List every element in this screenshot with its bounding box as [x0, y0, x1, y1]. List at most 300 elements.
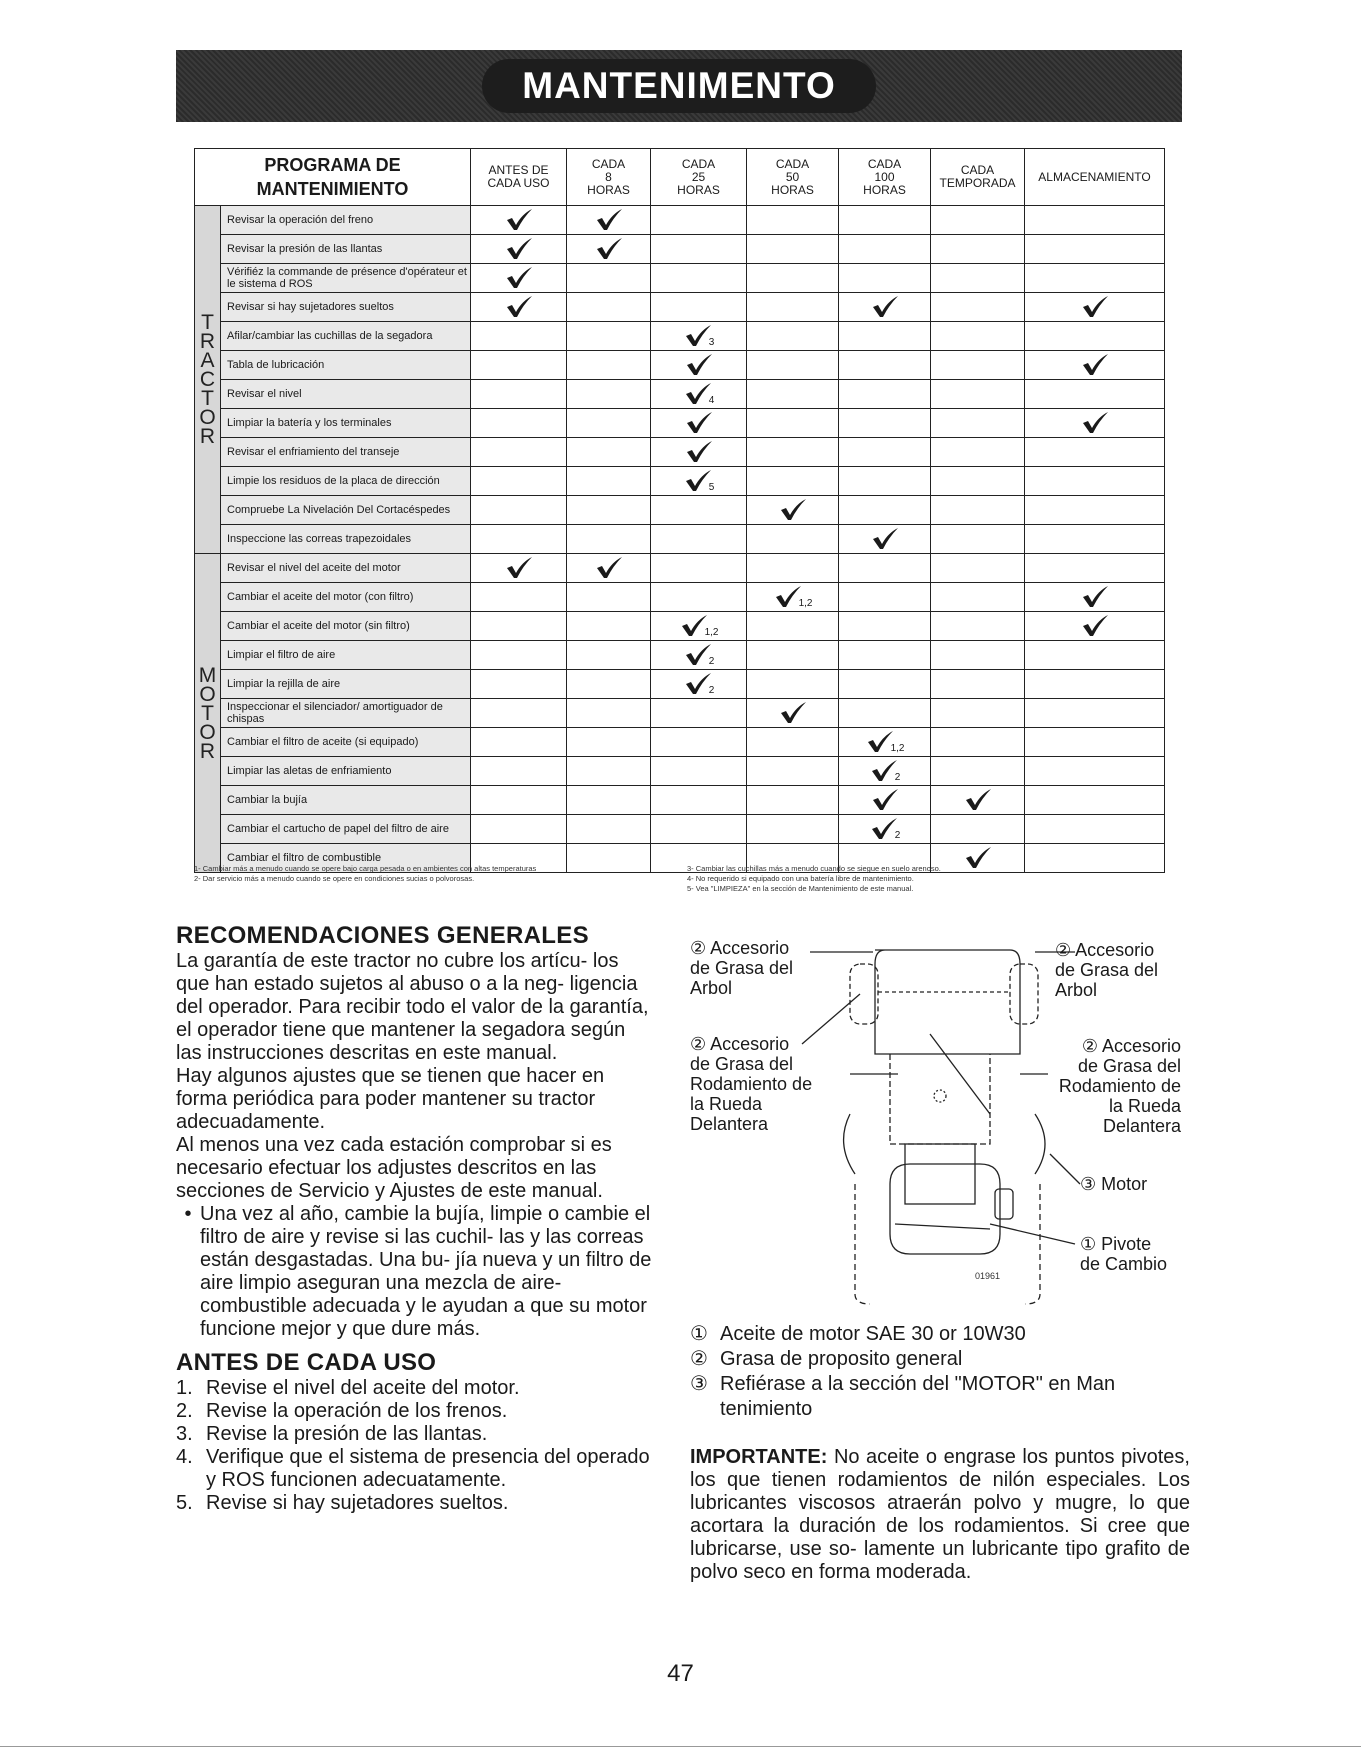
schedule-cell — [651, 815, 747, 844]
schedule-cell — [931, 786, 1025, 815]
schedule-cell — [1025, 525, 1165, 554]
schedule-cell — [651, 322, 747, 351]
task-cell: Tabla de lubricación — [221, 351, 471, 380]
task-cell: Cambiar el cartucho de papel del filtro de aire — [221, 815, 471, 844]
list-item — [176, 1377, 656, 1400]
table-row — [195, 293, 1165, 322]
lubrication-column — [690, 934, 1190, 1584]
important-label: IMPORTANTE: — [690, 1446, 828, 1468]
side-label-letter: A — [200, 349, 215, 372]
grease-fitting-front-wheel-label-right — [1035, 1036, 1181, 1136]
recommendations-body — [176, 950, 656, 1341]
schedule-cell — [931, 293, 1025, 322]
table-row — [195, 351, 1165, 380]
schedule-cell — [471, 728, 567, 757]
check-mark-icon — [1080, 411, 1110, 435]
schedule-cell — [471, 409, 567, 438]
schedule-cell — [747, 351, 839, 380]
schedule-cell — [1025, 467, 1165, 496]
check-mark-icon — [963, 846, 993, 870]
legend-item — [690, 1322, 1190, 1347]
schedule-cell — [1025, 235, 1165, 264]
side-label-letter: T — [201, 311, 214, 334]
schedule-cell — [931, 467, 1025, 496]
table-row — [195, 786, 1165, 815]
list-item — [176, 1423, 656, 1446]
schedule-cell — [651, 699, 747, 728]
schedule-cell — [651, 264, 747, 293]
footnote-4: 4- No requerido si equipado con una batería libre de mantenimiento. — [687, 874, 914, 883]
table-header-row — [195, 149, 1165, 206]
table-row — [195, 467, 1165, 496]
schedule-cell — [651, 641, 747, 670]
program-header — [195, 149, 471, 206]
footnotes-right — [687, 864, 941, 894]
check-mark-icon — [684, 440, 714, 464]
schedule-cell — [1025, 496, 1165, 525]
label-line: Rodamiento de — [1058, 1076, 1181, 1096]
schedule-cell — [747, 235, 839, 264]
check-mark-icon — [1080, 614, 1110, 638]
schedule-cell — [471, 322, 567, 351]
schedule-cell — [747, 409, 839, 438]
title-banner — [176, 50, 1182, 122]
check-mark-icon — [504, 556, 534, 580]
table-row — [195, 525, 1165, 554]
task-cell: Afilar/cambiar las cuchillas de la segadora — [221, 322, 471, 351]
schedule-cell — [931, 264, 1025, 293]
bullet-text: Una vez al año, cambie la bujía, limpie o cambie el filtro de aire y revise si las cuchil- las y las correas están desgastadas. Una bu- jía nueva y un filtro de aire limpio aseguran una mezcla de aire-combustible adecuada y le ayudan a que su motor funcione mejor y que dure más. — [200, 1203, 652, 1340]
schedule-cell — [471, 351, 567, 380]
schedule-cell — [1025, 438, 1165, 467]
task-cell: Limpiar el filtro de aire — [221, 641, 471, 670]
column-header — [747, 149, 839, 206]
schedule-cell — [839, 293, 931, 322]
footnotes-left — [194, 864, 536, 884]
table-row — [195, 583, 1165, 612]
schedule-cell — [931, 235, 1025, 264]
list-item — [176, 1400, 656, 1423]
schedule-cell — [1025, 293, 1165, 322]
step-text: Revise la operación de los frenos. — [206, 1400, 508, 1422]
schedule-cell — [567, 235, 651, 264]
schedule-cell — [651, 786, 747, 815]
before-each-use-list — [176, 1377, 656, 1515]
schedule-cell — [471, 264, 567, 293]
check-mark-icon — [778, 498, 808, 522]
schedule-cell — [471, 496, 567, 525]
task-cell: Cambiar el filtro de aceite (si equipado) — [221, 728, 471, 757]
label-line: Rodamiento de — [690, 1074, 813, 1094]
column-header-line: CADA — [867, 156, 902, 171]
schedule-cell — [931, 699, 1025, 728]
schedule-cell — [651, 670, 747, 699]
schedule-cell — [471, 525, 567, 554]
schedule-cell — [471, 670, 567, 699]
side-label-letter: T — [201, 387, 214, 410]
schedule-cell — [931, 525, 1025, 554]
footnote-ref: 5 — [708, 482, 715, 493]
schedule-cell — [1025, 757, 1165, 786]
schedule-cell — [471, 757, 567, 786]
label-line: de Grasa del — [690, 958, 794, 978]
schedule-cell — [1025, 844, 1165, 873]
list-item — [176, 1492, 656, 1515]
check-mark-icon — [684, 411, 714, 435]
label-line: de Grasa del — [1077, 1056, 1181, 1076]
schedule-cell — [931, 612, 1025, 641]
list-item — [176, 1446, 656, 1492]
table-row — [195, 728, 1165, 757]
schedule-cell — [839, 380, 931, 409]
schedule-cell — [1025, 409, 1165, 438]
schedule-cell — [747, 612, 839, 641]
schedule-cell — [839, 264, 931, 293]
check-mark-icon — [594, 208, 624, 232]
table-row — [195, 235, 1165, 264]
schedule-cell — [747, 728, 839, 757]
lubricant-legend — [690, 1322, 1190, 1422]
schedule-cell — [931, 670, 1025, 699]
schedule-cell — [651, 235, 747, 264]
task-cell: Revisar el nivel del aceite del motor — [221, 554, 471, 583]
drawing-code: 01961 — [975, 1271, 1001, 1281]
label-line: Arbol — [690, 978, 733, 998]
table-row — [195, 264, 1165, 293]
check-mark-icon — [684, 353, 714, 377]
schedule-cell — [839, 641, 931, 670]
schedule-cell — [747, 815, 839, 844]
schedule-cell — [651, 438, 747, 467]
schedule-cell — [931, 844, 1025, 873]
step-number: 3. — [176, 1423, 193, 1445]
schedule-cell — [839, 235, 931, 264]
table-body — [195, 206, 1165, 873]
column-header-line: HORAS — [863, 182, 906, 197]
schedule-cell — [567, 293, 651, 322]
schedule-cell — [747, 554, 839, 583]
table-row — [195, 322, 1165, 351]
task-cell: Limpiar la rejilla de aire — [221, 670, 471, 699]
task-cell: Limpiar la batería y los terminales — [221, 409, 471, 438]
group-side-label — [195, 554, 221, 873]
schedule-cell — [747, 380, 839, 409]
column-header — [1025, 149, 1165, 206]
label-line: ① Pivote — [1080, 1234, 1152, 1254]
schedule-cell — [567, 670, 651, 699]
bullet-dot-icon: • — [184, 1203, 192, 1225]
column-header — [931, 149, 1025, 206]
label-line: de Grasa del — [690, 1054, 794, 1074]
schedule-cell — [471, 786, 567, 815]
footnote-5: 5- Vea "LIMPIEZA" en la sección de Mantenimiento de este manual. — [687, 884, 914, 893]
label-line: Delantera — [690, 1114, 769, 1134]
check-mark-icon — [504, 237, 534, 261]
table-row — [195, 815, 1165, 844]
table-row — [195, 438, 1165, 467]
column-header-line: 100 — [874, 169, 895, 184]
group-side-label — [195, 206, 221, 554]
label-line: ② Accesorio — [1081, 1036, 1181, 1056]
schedule-cell — [747, 322, 839, 351]
schedule-cell — [839, 786, 931, 815]
column-header-line: ALMACENAMIENTO — [1038, 169, 1151, 184]
schedule-cell — [747, 757, 839, 786]
footnote-ref: 2 — [708, 656, 715, 667]
schedule-cell — [651, 206, 747, 235]
schedule-cell — [747, 293, 839, 322]
check-mark-icon — [963, 788, 993, 812]
task-cell: Inspeccione las correas trapezoidales — [221, 525, 471, 554]
side-label-letter: O — [199, 406, 216, 429]
schedule-cell — [747, 206, 839, 235]
schedule-cell — [567, 467, 651, 496]
schedule-cell — [839, 757, 931, 786]
schedule-cell — [931, 322, 1025, 351]
task-cell: Cambiar el aceite del motor (sin filtro) — [221, 612, 471, 641]
footnote-ref: 2 — [708, 685, 715, 696]
schedule-cell — [931, 728, 1025, 757]
label-line: ② Accesorio — [690, 938, 790, 958]
schedule-cell — [839, 815, 931, 844]
side-label-letter: T — [201, 701, 214, 725]
side-label-letter: O — [199, 682, 216, 706]
column-header — [567, 149, 651, 206]
schedule-cell — [471, 554, 567, 583]
schedule-cell — [931, 815, 1025, 844]
schedule-cell — [567, 583, 651, 612]
schedule-cell — [651, 728, 747, 757]
schedule-cell — [839, 554, 931, 583]
column-header-line: CADA — [591, 156, 626, 171]
legend-text: Refiérase a la sección del "MOTOR" en Man tenimiento — [720, 1373, 1116, 1420]
schedule-cell — [747, 525, 839, 554]
task-cell: Cambiar el aceite del motor (con filtro) — [221, 583, 471, 612]
task-cell: Revisar el enfriamiento del transeje — [221, 438, 471, 467]
schedule-cell — [931, 554, 1025, 583]
label-line: de Grasa del — [1055, 960, 1159, 980]
footnote-ref: 4 — [708, 395, 715, 406]
schedule-cell — [747, 264, 839, 293]
table-row — [195, 554, 1165, 583]
recommendations-paragraph-3: Al menos una vez cada estación comprobar si es necesario efectuar los adjustes descritos en las secciones de Servicio y Ajustes de este manual. — [176, 1134, 612, 1202]
schedule-cell — [839, 206, 931, 235]
footnote-2: 2- Dar servicio más a menudo cuando se opere en condiciones sucias o polvorosas. — [194, 874, 475, 883]
footnote-ref: 1,2 — [798, 598, 813, 609]
schedule-cell — [567, 612, 651, 641]
recommendations-paragraph-1: La garantía de este tractor no cubre los artícu- los que han estado sujetos al abuso o a la neg- ligencia del operador. Para recibir todo el valor de la garantía, el operador tiene que mantener la segadora según las instrucciones descritas en este manual. — [176, 950, 649, 1064]
schedule-cell — [471, 293, 567, 322]
schedule-cell — [931, 206, 1025, 235]
step-text: Verifique que el sistema de presencia del operado y ROS funcionen adecuatamente. — [206, 1446, 650, 1491]
column-header-line: HORAS — [771, 182, 814, 197]
schedule-cell — [471, 641, 567, 670]
schedule-cell — [1025, 264, 1165, 293]
schedule-cell — [567, 728, 651, 757]
schedule-cell — [931, 583, 1025, 612]
legend-marker: ① — [690, 1323, 708, 1345]
important-text: No aceite o engrase los puntos pivotes, los que tienen rodamientos de nilón especiales. Los lubricantes viscosos atraerán polvo y mugre, lo que acortara la duración de los rodamientos. Si cree que lubricarse, use so- lamente un lubricante tipo grafito de polvo seco en forma moderada. — [690, 1446, 1190, 1583]
step-number: 2. — [176, 1400, 193, 1422]
step-text: Revise si hay sujetadores sueltos. — [206, 1492, 509, 1514]
schedule-cell — [1025, 206, 1165, 235]
side-label-letter: C — [199, 368, 216, 391]
schedule-cell — [839, 409, 931, 438]
table-row — [195, 206, 1165, 235]
check-mark-icon — [1080, 353, 1110, 377]
schedule-cell — [651, 496, 747, 525]
footnote-ref: 2 — [894, 772, 901, 783]
schedule-cell — [1025, 728, 1165, 757]
schedule-cell — [747, 583, 839, 612]
task-cell: Revisar la operación del freno — [221, 206, 471, 235]
footnote-ref: 1,2 — [704, 627, 719, 638]
legend-text: Aceite de motor SAE 30 or 10W30 — [720, 1323, 1026, 1345]
schedule-cell — [651, 612, 747, 641]
program-header-line1: PROGRAMA DE — [264, 155, 401, 175]
check-mark-icon — [870, 295, 900, 319]
schedule-cell — [1025, 815, 1165, 844]
schedule-cell — [1025, 583, 1165, 612]
column-header-line: CADA USO — [487, 176, 550, 190]
column-header-line: CADA — [681, 156, 716, 171]
schedule-cell — [651, 409, 747, 438]
schedule-cell — [747, 641, 839, 670]
schedule-cell — [839, 612, 931, 641]
step-text: Revise la presión de las llantas. — [206, 1423, 488, 1445]
check-mark-icon — [778, 701, 808, 725]
schedule-cell — [567, 438, 651, 467]
schedule-cell — [839, 351, 931, 380]
legend-marker: ③ — [690, 1373, 708, 1395]
table-row — [195, 641, 1165, 670]
table-row — [195, 380, 1165, 409]
recommendations-paragraph-2: Hay algunos ajustes que se tienen que hacer en forma periódica para poder mantener su tractor adecuadamente. — [176, 1065, 605, 1133]
bottom-rule — [0, 1746, 1361, 1747]
schedule-cell — [747, 496, 839, 525]
page-number: 47 — [667, 1660, 694, 1687]
program-header-line2: MANTENIMIENTO — [256, 179, 409, 199]
schedule-cell — [567, 815, 651, 844]
label-line: ② Accesorio — [1055, 940, 1155, 960]
schedule-cell — [1025, 699, 1165, 728]
schedule-cell — [839, 496, 931, 525]
schedule-cell — [747, 699, 839, 728]
grease-fitting-front-wheel-label-left — [690, 1034, 812, 1134]
check-mark-icon — [870, 527, 900, 551]
recommendations-column — [176, 922, 656, 1515]
label-line: ② Accesorio — [690, 1034, 790, 1054]
schedule-cell — [651, 583, 747, 612]
check-mark-icon — [1080, 585, 1110, 609]
label-line: la Rueda — [1108, 1096, 1181, 1116]
schedule-cell — [839, 467, 931, 496]
side-label-letter: R — [199, 739, 216, 763]
lubrication-diagram — [690, 934, 1190, 1314]
grease-fitting-shaft-label-right — [1055, 940, 1158, 1000]
schedule-cell — [471, 612, 567, 641]
schedule-cell — [567, 757, 651, 786]
label-line: Arbol — [1055, 980, 1098, 1000]
check-mark-icon — [1080, 295, 1110, 319]
schedule-cell — [471, 467, 567, 496]
side-label-letter: R — [199, 330, 216, 353]
schedule-cell — [567, 525, 651, 554]
footnote-1: 1- Cambiar más a menudo cuando se opere bajo carga pesada o en ambientes con altas temperaturas — [194, 864, 537, 873]
column-header-line: HORAS — [677, 182, 720, 197]
table-row — [195, 409, 1165, 438]
table-row — [195, 670, 1165, 699]
label-line: la Rueda — [690, 1094, 763, 1114]
schedule-cell — [747, 438, 839, 467]
schedule-cell — [747, 467, 839, 496]
schedule-cell — [931, 757, 1025, 786]
schedule-cell — [567, 496, 651, 525]
schedule-cell — [567, 206, 651, 235]
schedule-cell — [839, 322, 931, 351]
schedule-cell — [471, 438, 567, 467]
column-header-line: CADA — [960, 163, 995, 177]
task-cell: Compruebe La Nivelación Del Cortacéspedes — [221, 496, 471, 525]
table-row — [195, 612, 1165, 641]
schedule-cell — [1025, 322, 1165, 351]
column-header-line: CADA — [775, 156, 810, 171]
column-header-line: TEMPORADA — [939, 176, 1016, 190]
schedule-cell — [651, 293, 747, 322]
page-title: MANTENIMENTO — [482, 59, 875, 113]
check-mark-icon — [594, 556, 624, 580]
column-header-line: 25 — [691, 169, 706, 184]
footnote-3: 3- Cambiar las cuchillas más a menudo cuando se siegue en suelo arenoso. — [687, 864, 941, 873]
footnote-ref: 3 — [708, 337, 715, 348]
label-line: de Cambio — [1080, 1254, 1168, 1274]
legend-marker: ② — [690, 1348, 708, 1370]
legend-text: Grasa de proposito general — [720, 1348, 963, 1370]
recommendations-bullet — [176, 1203, 656, 1341]
important-note — [690, 1446, 1190, 1584]
task-cell: Inspeccionar el silenciador/ amortiguador de chispas — [221, 699, 471, 728]
column-header — [471, 149, 567, 206]
task-cell: Vérifiéz la commande de présence d'opérateur et le sistema d ROS — [221, 264, 471, 293]
shift-pivot-label — [1080, 1234, 1167, 1274]
schedule-cell — [471, 380, 567, 409]
check-mark-icon — [594, 237, 624, 261]
task-cell: Revisar la presión de las llantas — [221, 235, 471, 264]
recommendations-heading: RECOMENDACIONES GENERALES — [176, 922, 589, 949]
schedule-cell — [651, 380, 747, 409]
legend-item — [690, 1372, 1190, 1422]
schedule-cell — [567, 264, 651, 293]
schedule-cell — [651, 467, 747, 496]
column-header-line: ANTES DE — [488, 163, 549, 177]
task-cell: Limpiar las aletas de enfriamiento — [221, 757, 471, 786]
task-cell: Cambiar el filtro de combustible — [221, 844, 471, 873]
schedule-cell — [1025, 786, 1165, 815]
schedule-cell — [471, 235, 567, 264]
task-cell: Cambiar la bujía — [221, 786, 471, 815]
schedule-cell — [567, 699, 651, 728]
schedule-cell — [567, 322, 651, 351]
maintenance-schedule-table — [194, 148, 1165, 873]
schedule-cell — [839, 728, 931, 757]
footnote-ref: 1,2 — [890, 743, 905, 754]
column-header — [651, 149, 747, 206]
schedule-cell — [471, 206, 567, 235]
schedule-cell — [651, 525, 747, 554]
side-label-letter: O — [199, 720, 216, 744]
task-cell: Revisar el nivel — [221, 380, 471, 409]
grease-fitting-shaft-label-left — [690, 938, 793, 998]
